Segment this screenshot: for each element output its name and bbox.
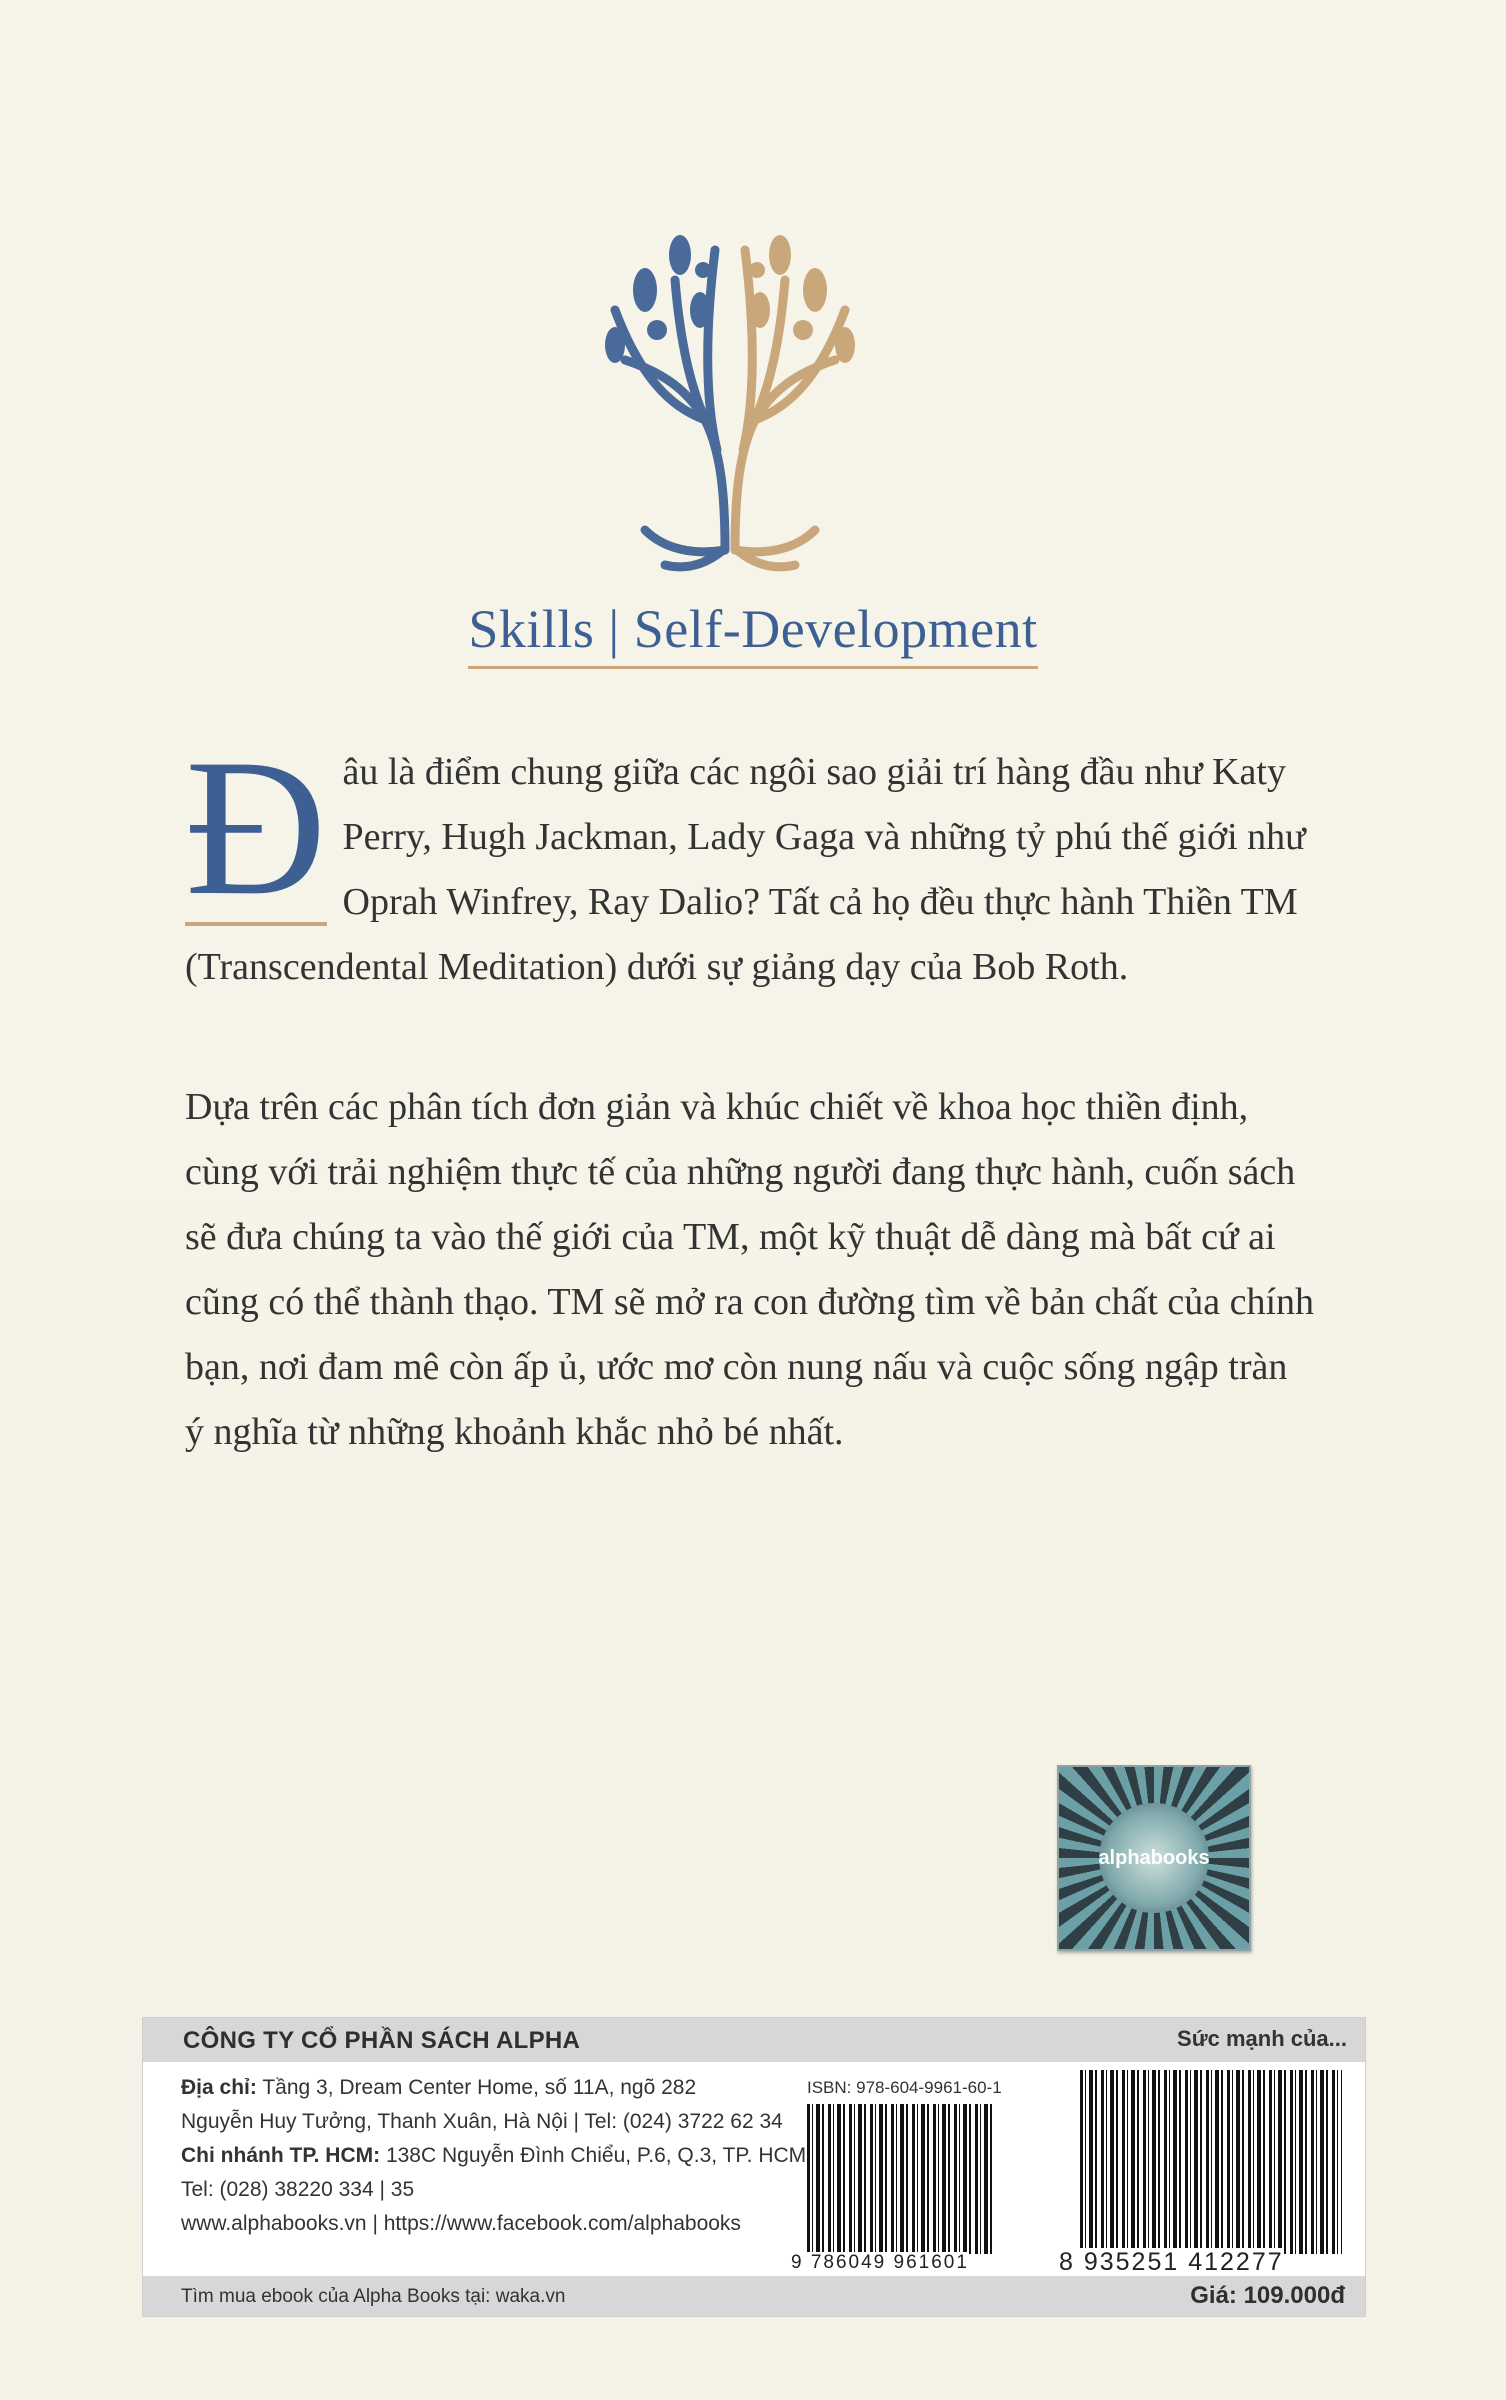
intro-paragraph (185, 719, 1315, 1000)
company-name: CÔNG TY CỔ PHẦN SÁCH ALPHA (183, 2027, 581, 2054)
branch-line: Chi nhánh TP. HCM: 138C Nguyễn Đình Chiểu, P.6, Q.3, TP. HCM (181, 2144, 807, 2167)
footer-bottom-bar (143, 2276, 1365, 2316)
isbn-barcode-number: 9 786049 961601 (791, 2252, 969, 2273)
tagline: Sức mạnh của... (1177, 2026, 1347, 2051)
ebook-note: Tìm mua ebook của Alpha Books tại: waka.vn (181, 2286, 566, 2307)
category-label: Skills | Self-Development (0, 598, 1506, 669)
tree-icon (585, 220, 875, 580)
product-barcode (1080, 2070, 1342, 2254)
isbn-barcode (807, 2104, 993, 2254)
description-paragraph: Dựa trên các phân tích đơn giản và khúc chiết về khoa học thiền định, cùng với trải nghiệm thực tế của những người đang thực hành, cuốn sách sẽ đưa chúng ta vào thế giới của TM, một kỹ thuật dễ dàng mà bất cứ ai cũng có thể thành thạo. TM sẽ mở ra con đường tìm về bản chất của chính bạn, nơi đam mê còn ấp ủ, ước mơ còn nung nấu và cuộc sống ngập tràn ý nghĩa từ những khoảnh khắc nhỏ bé nhất. (185, 1086, 1315, 1453)
intro-text: âu là điểm chung giữa các ngôi sao giải trí hàng đầu như Katy Perry, Hugh Jackman, Lady Gaga và những tỷ phú thế giới như Oprah Winfrey, Ray Dalio? Tất cả họ đều thực hành Thiền TM (Transcendental Meditation) dưới sự giảng dạy của Bob Roth. (185, 751, 1306, 988)
price-label: Giá: 109.000đ (1190, 2282, 1345, 2309)
isbn-label: ISBN: 978-604-9961-60-1 (807, 2078, 1002, 2097)
sticker-label: alphabooks (1098, 1846, 1210, 1869)
address-line-1: Địa chỉ: Tầng 3, Dream Center Home, số 11A, ngõ 282 (181, 2076, 697, 2099)
dropcap: Đ (185, 719, 327, 936)
sticker-logo-icon (1099, 1803, 1209, 1913)
publisher-footer (142, 2017, 1366, 2317)
hologram-sticker (1057, 1765, 1251, 1951)
branch-tel: Tel: (028) 38220 334 | 35 (181, 2178, 415, 2201)
product-barcode-number: 8 935251 412277 (1059, 2248, 1284, 2276)
website-links: www.alphabooks.vn | https://www.facebook.com/alphabooks (181, 2212, 741, 2235)
address-line-2: Nguyễn Huy Tưởng, Thanh Xuân, Hà Nội | Tel: (024) 3722 62 34 (181, 2110, 783, 2133)
footer-header-bar (143, 2018, 1365, 2062)
